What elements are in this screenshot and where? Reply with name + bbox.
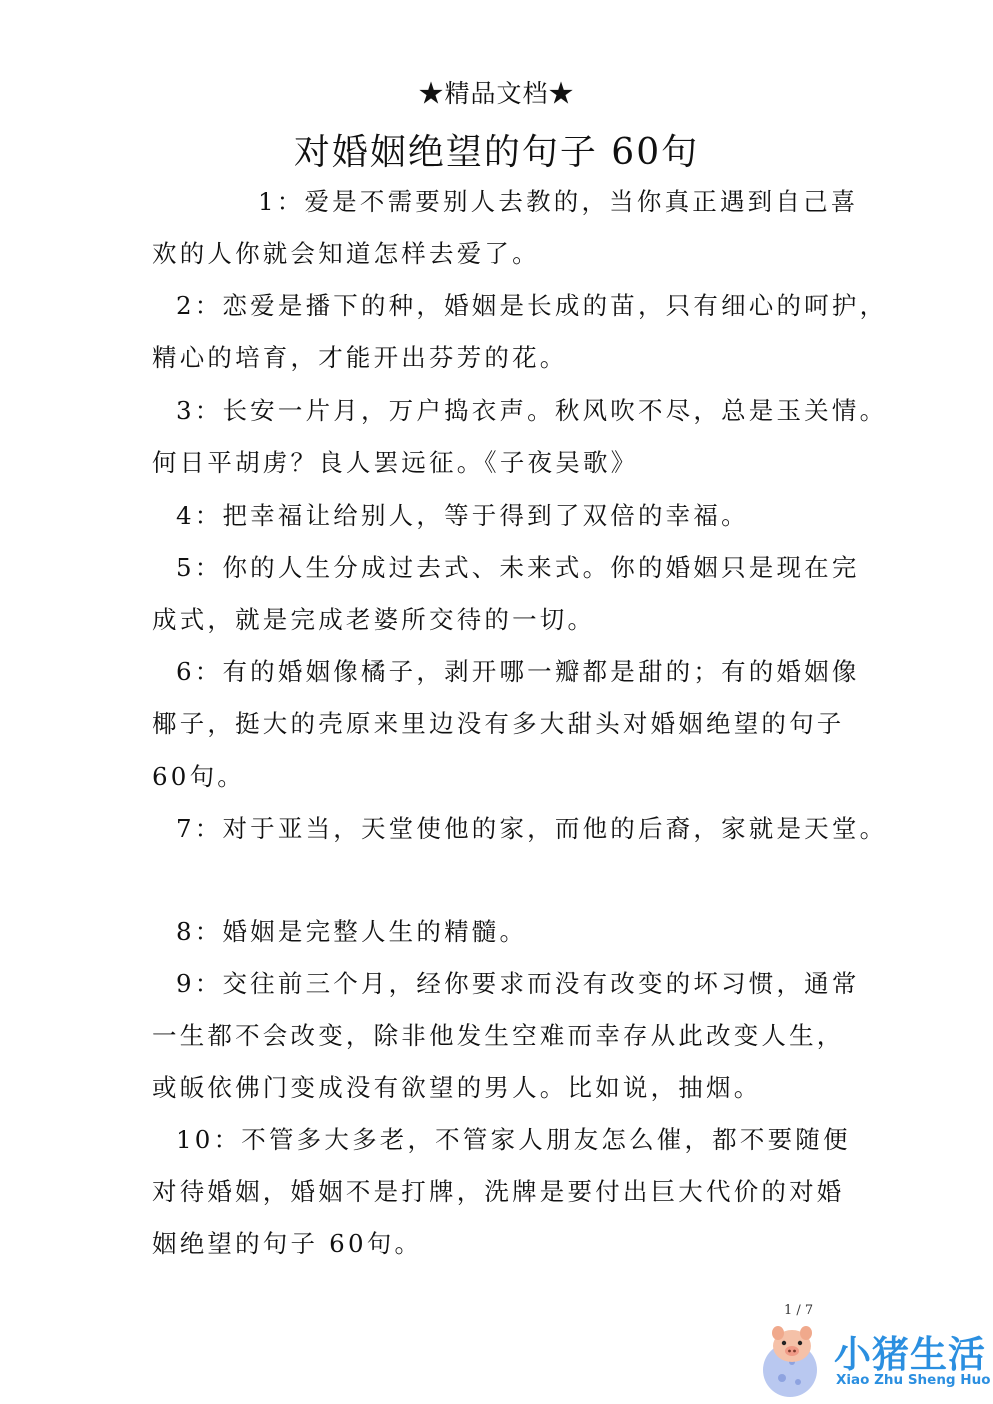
body-line: 欢的人你就会知道怎样去爱了。 bbox=[152, 239, 540, 268]
body-line: 一生都不会改变，除非他发生空难而幸存从此改变人生， bbox=[152, 1021, 845, 1050]
body-line: 6：有的婚姻像橘子，剥开哪一瓣都是甜的；有的婚姻像 bbox=[176, 657, 860, 686]
body-line: 对待婚姻，婚姻不是打牌，洗牌是要付出巨大代价的对婚 bbox=[152, 1177, 845, 1206]
body-line: 7：对于亚当，天堂使他的家，而他的后裔，家就是天堂。 bbox=[176, 814, 888, 843]
page-number: 1 / 7 bbox=[784, 1303, 814, 1318]
body-line: 9：交往前三个月，经你要求而没有改变的坏习惯，通常 bbox=[176, 969, 860, 998]
body-line: 10：不管多大多老，不管家人朋友怎么催，都不要随便 bbox=[176, 1125, 851, 1154]
document-header: ★精品文档★ bbox=[418, 79, 575, 108]
logo-english-text: Xiao Zhu Sheng Huo bbox=[836, 1372, 991, 1388]
body-line: 或皈依佛门变成没有欲望的男人。比如说，抽烟。 bbox=[152, 1073, 762, 1102]
body-line: 8：婚姻是完整人生的精髓。 bbox=[176, 917, 528, 946]
body-line: 成式，就是完成老婆所交待的一切。 bbox=[152, 605, 596, 634]
body-line: 3：长安一片月，万户捣衣声。秋风吹不尽，总是玉关情。 bbox=[176, 396, 888, 425]
body-line: 精心的培育，才能开出芬芳的花。 bbox=[152, 343, 568, 372]
body-line: 何日平胡虏？良人罢远征。《子夜吴歌》 bbox=[152, 448, 639, 477]
document-title: 对婚姻绝望的句子 60句 bbox=[293, 132, 700, 173]
logo-chinese-text: 小猪生活 bbox=[834, 1333, 986, 1376]
body-line: 姻绝望的句子 60句。 bbox=[152, 1229, 423, 1258]
pig-mascot-icon bbox=[752, 1324, 832, 1398]
body-line: 椰子，挺大的壳原来里边没有多大甜头对婚姻绝望的句子 bbox=[152, 709, 845, 738]
body-line: 4：把幸福让给别人，等于得到了双倍的幸福。 bbox=[176, 501, 749, 530]
body-line: 60句。 bbox=[152, 762, 245, 791]
body-line: 5：你的人生分成过去式、未来式。你的婚姻只是现在完 bbox=[176, 553, 860, 582]
body-line: 2：恋爱是播下的种，婚姻是长成的苗，只有细心的呵护， bbox=[176, 291, 888, 320]
watermark-logo bbox=[752, 1322, 991, 1400]
body-line: 1：爱是不需要别人去教的，当你真正遇到自己喜 bbox=[258, 187, 859, 216]
